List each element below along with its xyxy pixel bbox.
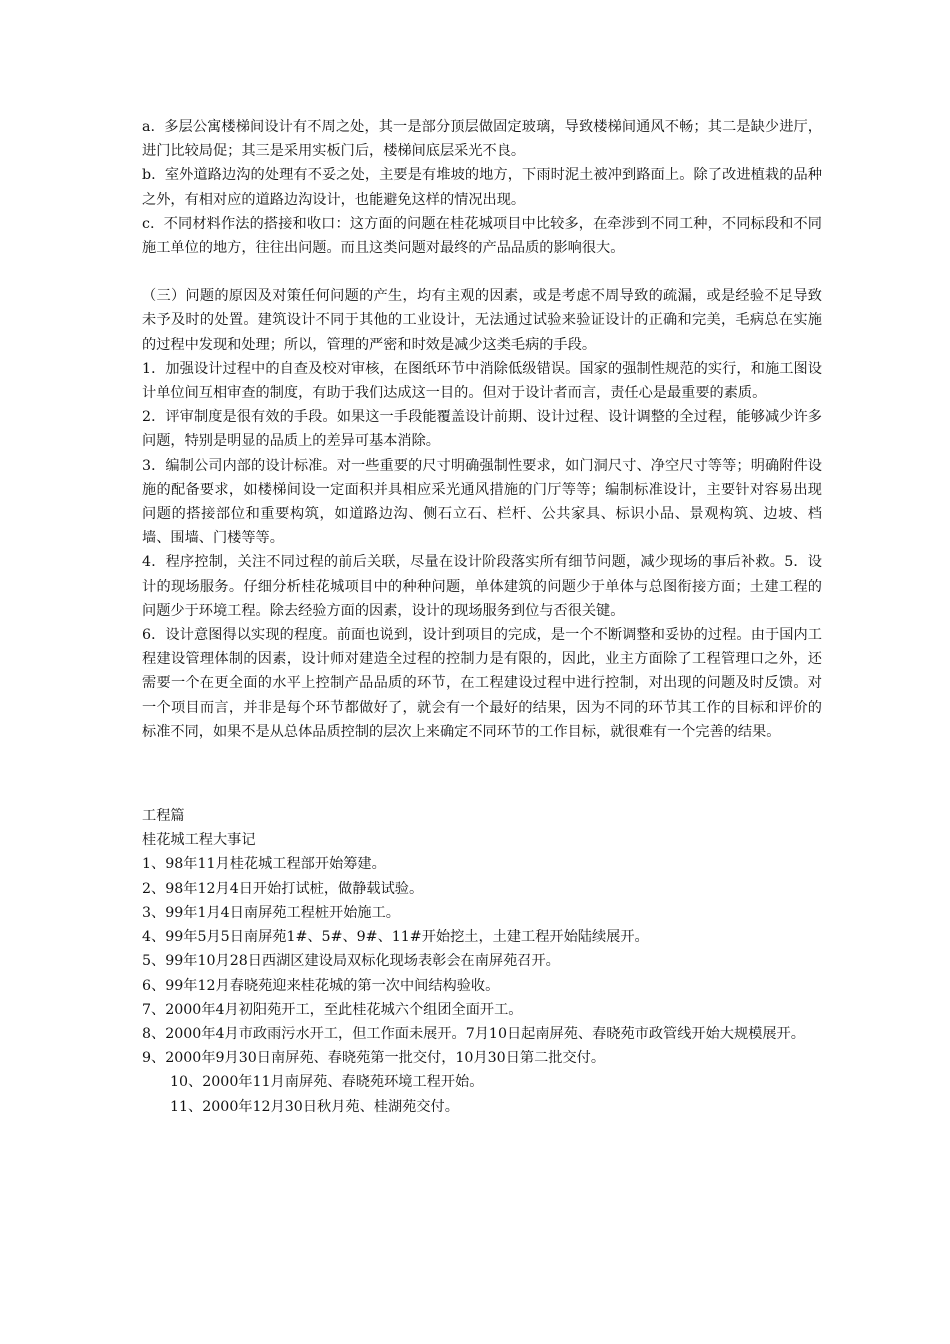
spacer (142, 744, 822, 804)
event-item: 7、2000年4月初阳苑开工，至此桂花城六个组团全面开工。 (142, 1001, 523, 1018)
event-item: 10、2000年11月南屏苑、春晓苑环境工程开始。 (170, 1074, 484, 1091)
spacer (142, 260, 822, 284)
cause-item-3: 3．编制公司内部的设计标准。对一些重要的尺寸明确强制性要求，如门洞尺寸、净空尺寸等等；明确附件设施的配备要求，如楼梯间设一定面积并具相应采光通风措施的门厅等等；编制标准设计，主要针对容易出现问题的搭接部位和重要构筑，如道路边沟、侧石立石、栏杆、公共家具、标识小品、景观构筑、边坡、档墙、围墙、门楼等等。 (142, 457, 822, 547)
cause-item-4: 4．程序控制，关注不同过程的前后关联，尽量在设计阶段落实所有细节问题，减少现场的事后补救。5．设计的现场服务。仔细分析桂花城项目中的种种问题，单体建筑的问题少于单体与总图衔接方面；土建工程的问题少于环境工程。除去经验方面的因素，设计的现场服务到位与否很关键。 (142, 554, 822, 619)
causes-intro: （三）问题的原因及对策任何问题的产生，均有主观的因素，或是考虑不周导致的疏漏，或是经验不足导致未予及时的处置。建筑设计不同于其他的工业设计，无法通过试验来验证设计的正确和完美，毛病总在实施的过程中发现和处理；所以，管理的严密和时效是减少这类毛病的手段。 (142, 288, 822, 353)
event-item: 8、2000年4月市政雨污水开工，但工作面未展开。7月10日起南屏苑、春晓苑市政管线开始大规模展开。 (142, 1025, 805, 1042)
event-item: 3、99年1月4日南屏苑工程桩开始施工。 (142, 904, 400, 921)
event-item: 6、99年12月春晓苑迎来桂花城的第一次中间结构验收。 (142, 977, 500, 994)
document-page (142, 115, 822, 1119)
event-item: 2、98年12月4日开始打试桩，做静载试验。 (142, 880, 424, 897)
section-subtitle: 桂花城工程大事记 (142, 832, 256, 849)
problem-item-c: c. 不同材料作法的搭接和收口：这方面的问题在桂花城项目中比较多，在牵涉到不同工种，不同标段和不同施工单位的地方，往往出问题。而且这类问题对最终的产品品质的影响很大。 (142, 215, 822, 257)
event-item: 9、2000年9月30日南屏苑、春晓苑第一批交付，10月30日第二批交付。 (142, 1050, 606, 1067)
problem-item-a: a. 多层公寓楼梯间设计有不周之处，其一是部分顶层做固定玻璃，导致楼梯间通风不畅；其二是缺少进厅，进门比较局促；其三是采用实板门后，楼梯间底层采光不良。 (142, 119, 822, 160)
event-item: 1、98年11月桂花城工程部开始筹建。 (142, 856, 386, 873)
engineering-section (142, 804, 822, 1119)
section-title: 工程篇 (142, 808, 185, 825)
cause-item-1: 1．加强设计过程中的自查及校对审核，在图纸环节中消除低级错误。国家的强制性规范的实行，和施工图设计单位间互相审查的制度，有助于我们达成这一目的。但对于设计者而言，责任心是最重要的素质。 (142, 360, 822, 402)
problems-section (142, 115, 822, 260)
event-item: 11、2000年12月30日秋月苑、桂湖苑交付。 (170, 1098, 459, 1115)
event-item: 5、99年10月28日西湖区建设局双标化现场表彰会在南屏苑召开。 (142, 953, 560, 970)
event-item: 4、99年5月5日南屏苑1#、5#、9#、11#开始挖土，土建工程开始陆续展开。 (142, 929, 649, 946)
causes-section (142, 284, 822, 744)
cause-item-2: 2．评审制度是很有效的手段。如果这一手段能覆盖设计前期、设计过程、设计调整的全过程，能够减少许多问题，特别是明显的品质上的差异可基本消除。 (142, 409, 822, 450)
problem-item-b: b. 室外道路边沟的处理有不妥之处，主要是有堆坡的地方，下雨时泥土被冲到路面上。除了改进植栽的品种之外，有相对应的道路边沟设计，也能避免这样的情况出现。 (142, 167, 822, 208)
cause-item-6: 6．设计意图得以实现的程度。前面也说到，设计到项目的完成，是一个不断调整和妥协的过程。由于国内工程建设管理体制的因素，设计师对建造全过程的控制力是有限的，因此，业主方面除了工程管理口之外，还需要一个在更全面的水平上控制产品品质的环节，在工程建设过程中进行控制，对出现的问题及时反馈。对一个项目而言，并非是每个环节都做好了，就会有一个最好的结果，因为不同的环节其工作的目标和评价的标准不同，如果不是从总体品质控制的层次上来确定不同环节的工作目标，就很难有一个完善的结果。 (142, 627, 822, 740)
